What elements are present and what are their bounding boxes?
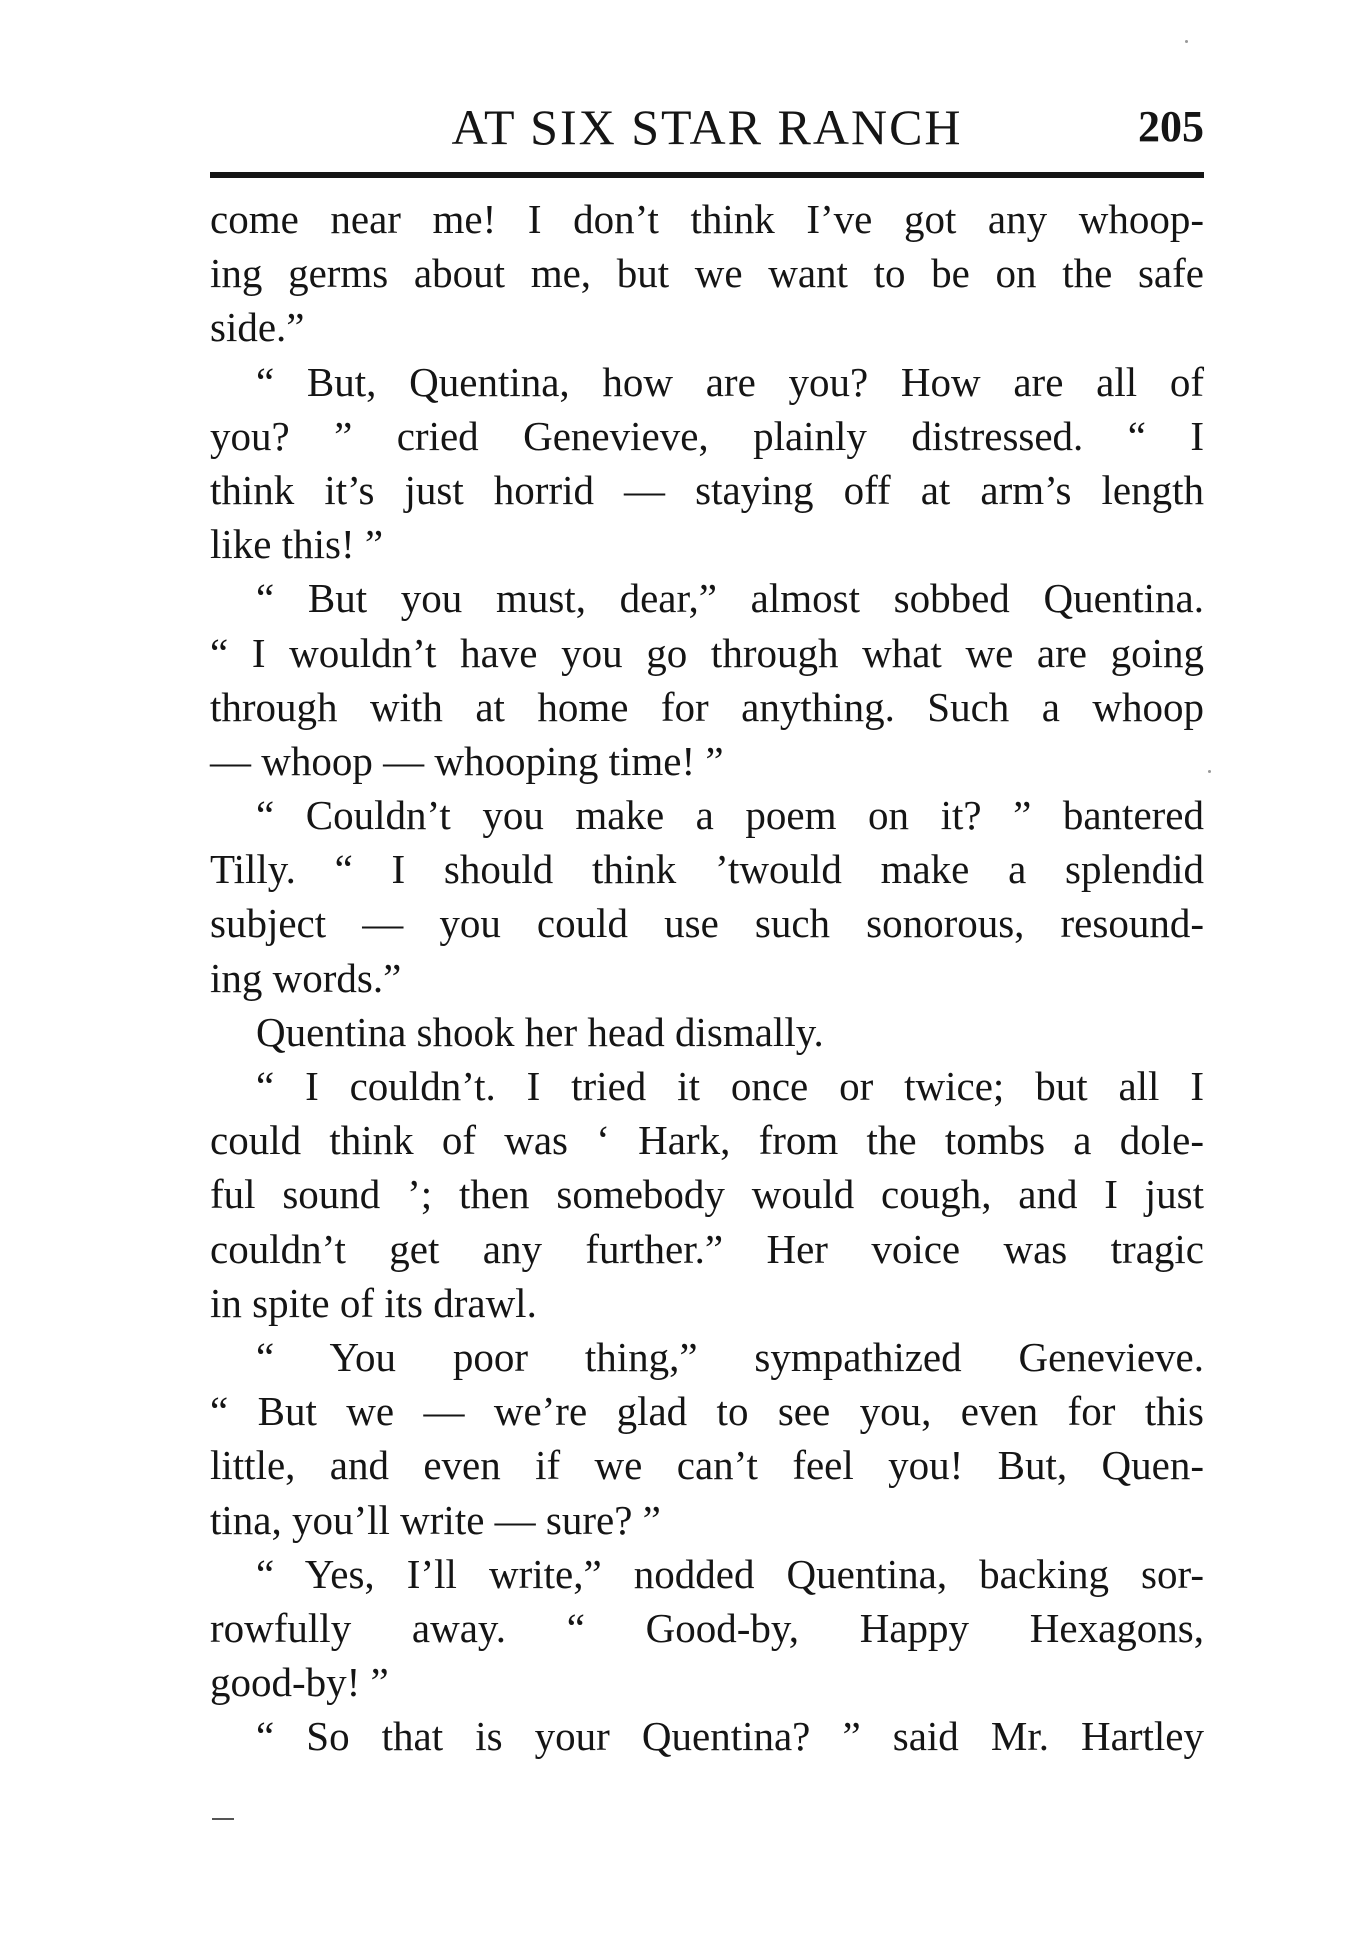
text-line: “ But we — we’re glad to see you, even for this — [210, 1388, 1204, 1435]
text-line: Tilly. “ I should think ’twould make a splendid — [210, 846, 1204, 893]
text-line: rowfully away. “ Good-by, Happy Hexagons, — [210, 1604, 1204, 1651]
text-line: come near me! I don’t think I’ve got any whoop- — [210, 196, 1204, 242]
paper-speck — [1208, 770, 1211, 773]
text-line: side.” — [210, 304, 305, 351]
text-line: “ Yes, I’ll write,” nodded Quentina, backing sor- — [256, 1550, 1204, 1597]
text-line: through with at home for anything. Such a whoop — [210, 683, 1204, 730]
text-line: subject — you could use such sonorous, resound- — [210, 900, 1204, 947]
text-line: Quentina shook her head dismally. — [256, 1008, 824, 1055]
text-line: “ I couldn’t. I tried it once or twice; but all I — [256, 1063, 1204, 1109]
text-line: “ So that is your Quentina? ” said Mr. Hartley — [256, 1713, 1204, 1760]
text-line: could think of was ‘ Hark, from the tombs a dole- — [210, 1117, 1204, 1164]
text-line: “ But, Quentina, how are you? How are all of — [256, 358, 1204, 405]
text-line: “ I wouldn’t have you go through what we are going — [210, 629, 1204, 676]
text-line: like this! ” — [210, 521, 384, 568]
page-number: 205 — [1138, 102, 1204, 151]
text-line: you? ” cried Genevieve, plainly distressed. “ I — [210, 412, 1204, 459]
text-line: — whoop — whooping time! ” — [210, 737, 724, 784]
text-line: think it’s just horrid — staying off at arm’s length — [210, 466, 1204, 513]
text-line: “ You poor thing,” sympathized Genevieve. — [256, 1333, 1204, 1380]
header-rule — [210, 172, 1204, 178]
text-line: couldn’t get any further.” Her voice was tragic — [210, 1225, 1204, 1272]
text-line: ing germs about me, but we want to be on the safe — [210, 250, 1204, 297]
page-header — [210, 92, 1204, 162]
paper-speck — [1185, 40, 1188, 43]
text-line: ing words.” — [210, 954, 402, 1001]
text-line: in spite of its drawl. — [210, 1279, 537, 1326]
text-line: “ Couldn’t you make a poem on it? ” bantered — [256, 792, 1204, 839]
margin-mark — [212, 1818, 234, 1820]
text-line: “ But you must, dear,” almost sobbed Quentina. — [256, 575, 1204, 622]
running-title: AT SIX STAR RANCH — [451, 99, 963, 155]
text-line: good-by! ” — [210, 1659, 389, 1706]
text-line: little, and even if we can’t feel you! But, Quen- — [210, 1442, 1204, 1489]
text-line: tina, you’ll write — sure? ” — [210, 1496, 661, 1543]
body-text — [210, 192, 1204, 1763]
text-line: ful sound ’; then somebody would cough, and I just — [210, 1171, 1204, 1218]
